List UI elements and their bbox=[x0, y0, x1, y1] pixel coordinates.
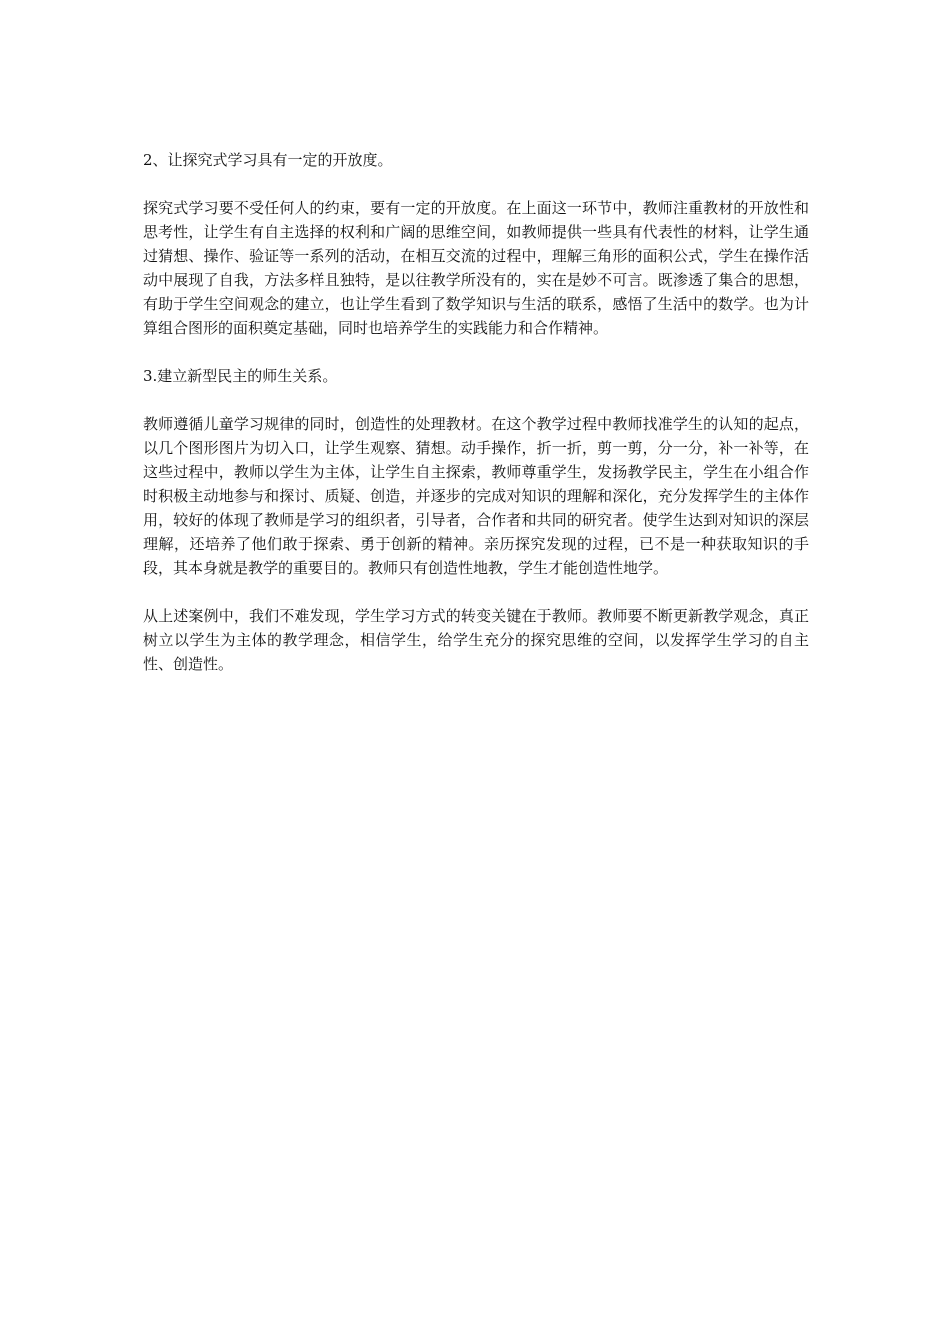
conclusion-paragraph: 从上述案例中，我们不难发现，学生学习方式的转变关键在于教师。教师要不断更新教学观念，真正树立以学生为主体的教学理念，相信学生，给学生充分的探究思维的空间，以发挥学生学习的自主性、创造性。 bbox=[143, 607, 809, 673]
document-body bbox=[143, 148, 809, 700]
section-paragraph-open-inquiry: 探究式学习要不受任何人的约束，要有一定的开放度。在上面这一环节中，教师注重教材的开放性和思考性，让学生有自主选择的权利和广阔的思维空间，如教师提供一些具有代表性的材料，让学生通过猜想、操作、验证等一系列的活动，在相互交流的过程中，理解三角形的面积公式，学生在操作活动中展现了自我，方法多样且独特，是以往教学所没有的，实在是妙不可言。既渗透了集合的思想，有助于学生空间观念的建立，也让学生看到了数学知识与生活的联系，感悟了生活中的数学。也为计算组合图形的面积奠定基础，同时也培养学生的实践能力和合作精神。 bbox=[143, 199, 809, 337]
section-heading-open-inquiry: 2、让探究式学习具有一定的开放度。 bbox=[143, 151, 393, 169]
section-paragraph-teacher-student-relationship: 教师遵循儿童学习规律的同时，创造性的处理教材。在这个教学过程中教师找准学生的认知的起点，以几个图形图片为切入口，让学生观察、猜想。动手操作，折一折，剪一剪，分一分，补一补等，在这些过程中，教师以学生为主体，让学生自主探索，教师尊重学生，发扬教学民主，学生在小组合作时积极主动地参与和探讨、质疑、创造，并逐步的完成对知识的理解和深化，充分发挥学生的主体作用，较好的体现了教师是学习的组织者，引导者，合作者和共同的研究者。使学生达到对知识的深层理解，还培养了他们敢于探索、勇于创新的精神。亲历探究发现的过程，已不是一种获取知识的手段，其本身就是教学的重要目的。教师只有创造性地教，学生才能创造性地学。 bbox=[143, 415, 809, 577]
section-heading-teacher-student-relationship: 3.建立新型民主的师生关系。 bbox=[143, 367, 338, 385]
